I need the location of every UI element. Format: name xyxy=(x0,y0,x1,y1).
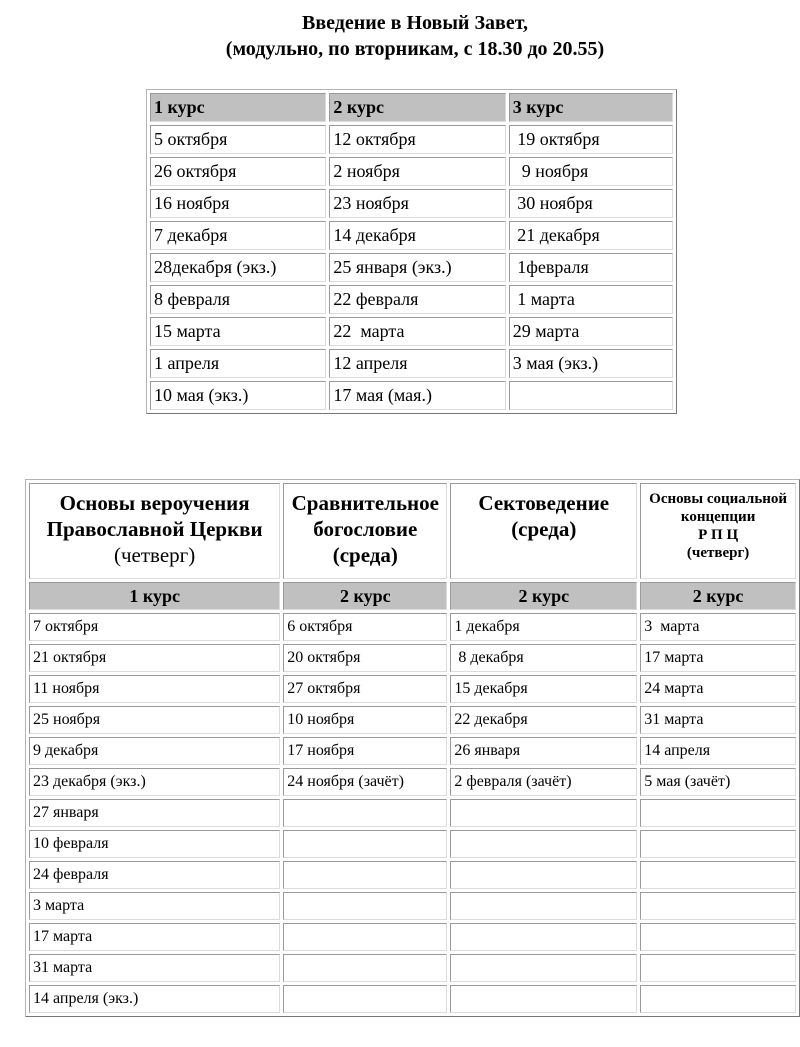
course-day: (среда) xyxy=(332,543,398,567)
table-row xyxy=(29,892,796,920)
course-title-abbr: Р П Ц xyxy=(698,527,739,543)
course-day: (среда) xyxy=(511,517,577,541)
table-cell xyxy=(640,799,796,827)
title-line-1: Введение в Новый Завет, xyxy=(301,12,529,34)
table-row xyxy=(29,675,796,703)
table-cell xyxy=(283,799,447,827)
table-cell: 5 мая (зачёт) xyxy=(640,768,796,796)
table-cell xyxy=(283,923,447,951)
header-cell: 1 курс xyxy=(150,93,326,122)
table-cell xyxy=(283,892,447,920)
table-row xyxy=(150,381,673,410)
table-row xyxy=(29,830,796,858)
table-row xyxy=(150,221,673,250)
table-cell: 29 марта xyxy=(509,317,673,346)
table-cell: 14 декабря xyxy=(329,221,505,250)
table-cell: 24 ноября (зачёт) xyxy=(283,768,447,796)
table-cell: 20 октября xyxy=(283,644,447,672)
table-cell: 3 марта xyxy=(640,613,796,641)
table-cell: 26 октября xyxy=(150,157,326,186)
table-cell xyxy=(450,892,637,920)
table-cell: 19 октября xyxy=(509,125,673,154)
table-cell xyxy=(450,985,637,1013)
table-cell xyxy=(450,830,637,858)
table-cell: 23 ноября xyxy=(329,189,505,218)
table-cell: 22 марта xyxy=(329,317,505,346)
course-title-row xyxy=(29,483,796,579)
course-year-cell: 2 курс xyxy=(450,582,637,610)
table-cell: 17 ноября xyxy=(283,737,447,765)
table-cell: 26 января xyxy=(450,737,637,765)
table-cell: 3 мая (экз.) xyxy=(509,349,673,378)
table-cell: 7 декабря xyxy=(150,221,326,250)
course-year-row xyxy=(29,582,796,610)
table-cell: 21 октября xyxy=(29,644,280,672)
table-row xyxy=(29,737,796,765)
table-cell: 27 октября xyxy=(283,675,447,703)
table-row xyxy=(150,253,673,282)
table-cell xyxy=(640,830,796,858)
table-cell: 5 октября xyxy=(150,125,326,154)
table-cell: 1 марта xyxy=(509,285,673,314)
title-line-2: (модульно, по вторникам, с 18.30 до 20.55) xyxy=(225,38,605,60)
table-cell: 6 октября xyxy=(283,613,447,641)
table-cell xyxy=(283,985,447,1013)
table-cell xyxy=(450,861,637,889)
table-row xyxy=(150,157,673,186)
table-cell: 17 мая (мая.) xyxy=(329,381,505,410)
table-cell: 22 декабря xyxy=(450,706,637,734)
table-row xyxy=(150,349,673,378)
table-cell xyxy=(450,923,637,951)
table-row xyxy=(29,706,796,734)
table-cell: 16 ноября xyxy=(150,189,326,218)
table-cell: 27 января xyxy=(29,799,280,827)
table-cell: 14 апреля xyxy=(640,737,796,765)
schedule-table-courses xyxy=(25,479,800,1017)
course-title-cell xyxy=(29,483,280,579)
table-cell: 31 марта xyxy=(29,954,280,982)
table-row xyxy=(150,317,673,346)
table-cell xyxy=(283,861,447,889)
table-row xyxy=(29,768,796,796)
table-cell: 9 ноября xyxy=(509,157,673,186)
table-cell: 10 ноября xyxy=(283,706,447,734)
course-year-cell: 2 курс xyxy=(283,582,447,610)
schedule-table-new-testament xyxy=(146,89,677,414)
table-cell: 25 января (экз.) xyxy=(329,253,505,282)
table-cell xyxy=(640,923,796,951)
table-cell: 12 октября xyxy=(329,125,505,154)
table-row xyxy=(29,923,796,951)
table-cell xyxy=(283,830,447,858)
table-row xyxy=(29,861,796,889)
table-cell: 22 февраля xyxy=(329,285,505,314)
table-cell: 2 февраля (зачёт) xyxy=(450,768,637,796)
page-title xyxy=(0,10,800,62)
course-title-cell xyxy=(283,483,447,579)
table-cell xyxy=(283,954,447,982)
table-cell: 31 марта xyxy=(640,706,796,734)
course-title: Сектоведение xyxy=(478,491,610,515)
table-row xyxy=(29,985,796,1013)
table-cell xyxy=(509,381,673,410)
table-row xyxy=(150,189,673,218)
table-cell: 9 декабря xyxy=(29,737,280,765)
table-cell: 10 февраля xyxy=(29,830,280,858)
course-year-cell: 1 курс xyxy=(29,582,280,610)
course-title: Сравнительное богословие xyxy=(291,491,439,541)
table-cell: 24 февраля xyxy=(29,861,280,889)
table-cell xyxy=(640,954,796,982)
course-title-cell xyxy=(450,483,637,579)
table-row xyxy=(29,613,796,641)
table-cell: 1 декабря xyxy=(450,613,637,641)
table-cell: 8 декабря xyxy=(450,644,637,672)
table-cell: 11 ноября xyxy=(29,675,280,703)
table-cell: 7 октября xyxy=(29,613,280,641)
header-cell: 3 курс xyxy=(509,93,673,122)
table-cell: 28декабря (экз.) xyxy=(150,253,326,282)
table-cell: 25 ноября xyxy=(29,706,280,734)
table-cell: 21 декабря xyxy=(509,221,673,250)
table-cell xyxy=(640,892,796,920)
table-row xyxy=(29,954,796,982)
table-cell: 15 декабря xyxy=(450,675,637,703)
table-row xyxy=(29,644,796,672)
course-day: (четверг) xyxy=(114,543,196,567)
table-cell: 1 апреля xyxy=(150,349,326,378)
table-cell xyxy=(640,985,796,1013)
table-cell: 30 ноября xyxy=(509,189,673,218)
table-cell: 14 апреля (экз.) xyxy=(29,985,280,1013)
course-title: Основы социальной концепции xyxy=(649,491,788,525)
table-row xyxy=(150,125,673,154)
table-cell xyxy=(450,954,637,982)
table-cell: 15 марта xyxy=(150,317,326,346)
table-cell: 3 марта xyxy=(29,892,280,920)
course-title-cell xyxy=(640,483,796,579)
table-row xyxy=(150,285,673,314)
table-cell: 10 мая (экз.) xyxy=(150,381,326,410)
course-day: (четверг) xyxy=(686,545,750,561)
table-cell: 12 апреля xyxy=(329,349,505,378)
table-cell: 24 марта xyxy=(640,675,796,703)
table-cell: 8 февраля xyxy=(150,285,326,314)
table-cell xyxy=(640,861,796,889)
table-row xyxy=(29,799,796,827)
table-cell: 17 марта xyxy=(640,644,796,672)
header-cell: 2 курс xyxy=(329,93,505,122)
table-cell: 1февраля xyxy=(509,253,673,282)
table-cell: 23 декабря (экз.) xyxy=(29,768,280,796)
table-cell: 17 марта xyxy=(29,923,280,951)
table-header-row xyxy=(150,93,673,122)
table-cell xyxy=(450,799,637,827)
course-year-cell: 2 курс xyxy=(640,582,796,610)
course-title: Основы вероучения Православной Церкви xyxy=(46,491,263,541)
table-cell: 2 ноября xyxy=(329,157,505,186)
